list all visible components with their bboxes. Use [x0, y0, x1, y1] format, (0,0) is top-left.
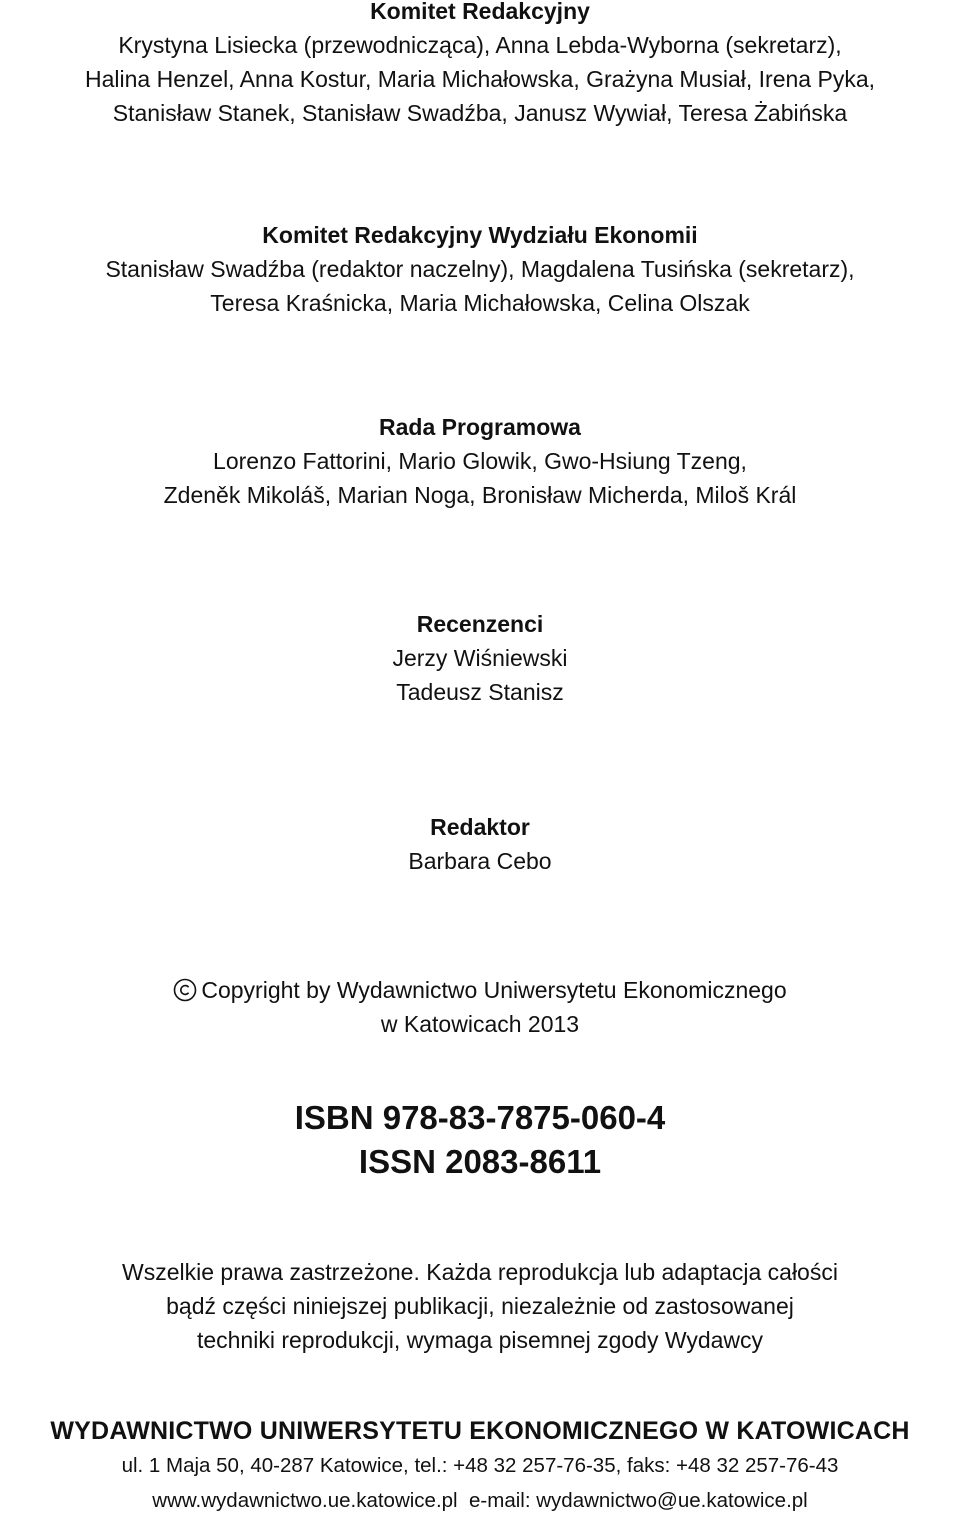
- faculty-committee-line: Teresa Kraśnicka, Maria Michałowska, Celina Olszak: [210, 290, 750, 316]
- editor-heading: Redaktor: [430, 814, 530, 840]
- publisher-website-link[interactable]: www.wydawnictwo.ue.katowice.pl: [152, 1489, 458, 1512]
- rights-line: Wszelkie prawa zastrzeżone. Każda reprodukcja lub adaptacja całości: [122, 1259, 838, 1285]
- copyright-year-line: w Katowicach 2013: [380, 1011, 580, 1037]
- reviewers-heading: Recenzenci: [416, 611, 544, 637]
- publisher-contact: [0, 1483, 960, 1518]
- program-council-line: Zdeněk Mikoláš, Marian Noga, Bronisław Micherda, Miloš Král: [163, 482, 797, 508]
- editorial-committee-line: Halina Henzel, Anna Kostur, Maria Michałowska, Grażyna Musiał, Irena Pyka,: [84, 66, 876, 92]
- editorial-committee-line: Stanisław Stanek, Stanisław Swadźba, Janusz Wywiał, Teresa Żabińska: [112, 100, 848, 126]
- issn: ISSN 2083-8611: [358, 1143, 602, 1180]
- faculty-committee-line: Stanisław Swadźba (redaktor naczelny), Magdalena Tusińska (sekretarz),: [105, 256, 855, 282]
- faculty-committee-section: [0, 218, 960, 320]
- editorial-committee-heading: Komitet Redakcyjny: [370, 0, 590, 24]
- editor-section: [0, 810, 960, 878]
- editor-name: Barbara Cebo: [408, 848, 552, 874]
- reviewer-name: Tadeusz Stanisz: [396, 679, 564, 705]
- reviewers-section: [0, 607, 960, 709]
- faculty-committee-heading: Komitet Redakcyjny Wydziału Ekonomii: [262, 222, 698, 248]
- publisher-email-link[interactable]: e-mail: wydawnictwo@ue.katowice.pl: [469, 1489, 808, 1512]
- editorial-committee-section: [0, 0, 960, 130]
- publisher-name: WYDAWNICTWO UNIWERSYTETU EKONOMICZNEGO W KATOWICACH: [50, 1417, 910, 1445]
- program-council-line: Lorenzo Fattorini, Mario Glowik, Gwo-Hsiung Tzeng,: [213, 448, 747, 474]
- identifiers-section: [0, 1096, 960, 1184]
- editorial-committee-line: Krystyna Lisiecka (przewodnicząca), Anna Lebda-Wyborna (sekretarz),: [118, 32, 842, 58]
- copyright-icon: [173, 978, 197, 1002]
- publisher-address: ul. 1 Maja 50, 40-287 Katowice, tel.: +48 32 257-76-35, faks: +48 32 257-76-43: [121, 1454, 839, 1477]
- program-council-section: [0, 410, 960, 512]
- reviewer-name: Jerzy Wiśniewski: [392, 645, 568, 671]
- rights-line: bądź części niniejszej publikacji, niezależnie od zastosowanej: [166, 1293, 794, 1319]
- isbn: ISBN 978-83-7875-060-4: [294, 1099, 666, 1136]
- copyright-section: [0, 973, 960, 1041]
- rights-section: [0, 1255, 960, 1357]
- copyright-text: Copyright by Wydawnictwo Uniwersytetu Ekonomicznego: [201, 977, 787, 1003]
- publisher-section: [0, 1414, 960, 1518]
- copyright-line: [0, 973, 960, 1007]
- program-council-heading: Rada Programowa: [379, 414, 581, 440]
- rights-line: techniki reprodukcji, wymaga pisemnej zgody Wydawcy: [196, 1327, 764, 1353]
